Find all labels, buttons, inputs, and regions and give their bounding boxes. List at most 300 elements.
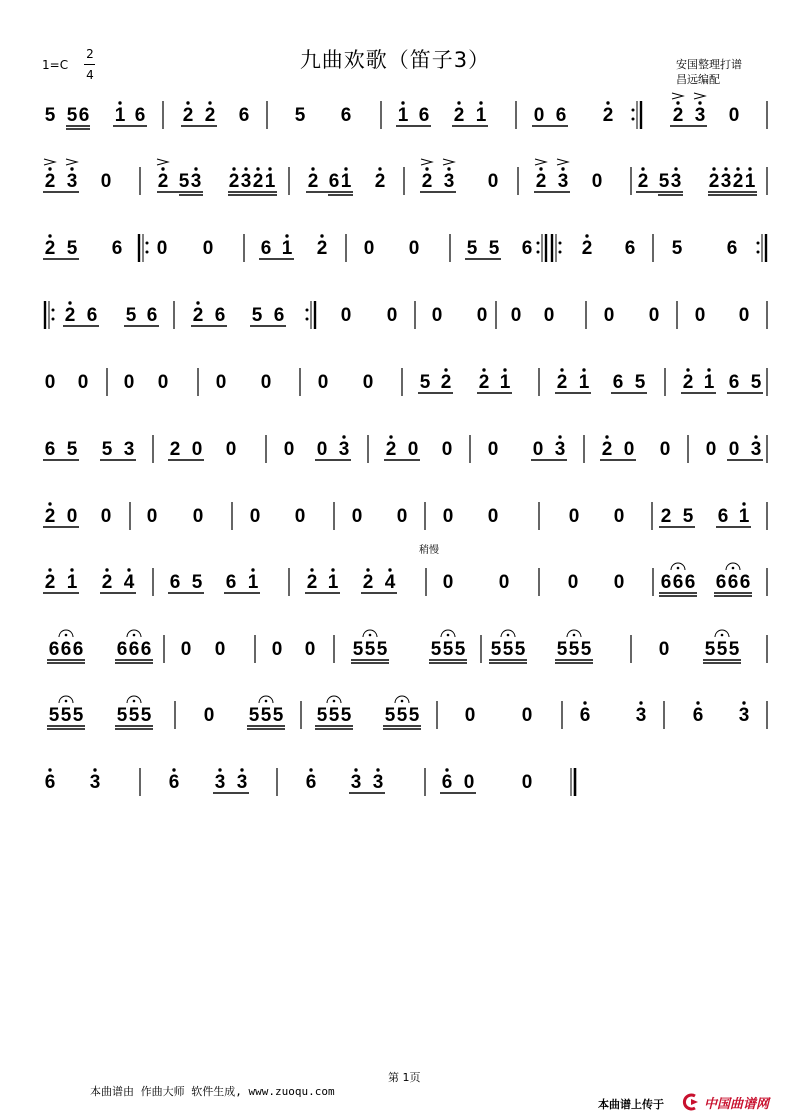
accent-mark [66, 159, 77, 165]
octave-dot [736, 167, 739, 170]
note: 6 [441, 772, 453, 793]
note: 2 [44, 171, 56, 192]
octave-dot [172, 768, 175, 771]
note: 5 [340, 705, 352, 726]
note: 2 [478, 372, 490, 393]
note: 1 [578, 372, 590, 393]
note: 6 [521, 238, 533, 259]
note: 3 [720, 171, 732, 192]
octave-dot [105, 568, 108, 571]
octave-dot [354, 768, 357, 771]
note: 5 [260, 705, 272, 726]
note: 0 [476, 305, 488, 326]
note: 3 [89, 772, 101, 793]
note: 5 [716, 639, 728, 660]
note: 5 [502, 639, 514, 660]
accent-mark [44, 159, 55, 165]
note: 0 [363, 238, 375, 259]
octave-dot [127, 568, 130, 571]
key-signature: 1=C [42, 58, 69, 72]
octave-dot [93, 768, 96, 771]
octave-dot [457, 101, 460, 104]
octave-dot [366, 568, 369, 571]
note: 0 [568, 506, 580, 527]
note: 2 [421, 171, 433, 192]
note: 0 [705, 439, 717, 460]
note: 0 [532, 439, 544, 460]
note: 2 [44, 572, 56, 593]
note: 5 [328, 705, 340, 726]
octave-dot [48, 568, 51, 571]
octave-dot [208, 101, 211, 104]
octave-dot [639, 701, 642, 704]
note: 0 [100, 171, 112, 192]
octave-dot [479, 101, 482, 104]
note: 2 [556, 372, 568, 393]
note: 2 [44, 238, 56, 259]
note: 5 [248, 705, 260, 726]
octave-dot [240, 768, 243, 771]
octave-dot [311, 167, 314, 170]
note: 2 [440, 372, 452, 393]
octave-dot [389, 435, 392, 438]
note: 5 [488, 238, 500, 259]
octave-dot [48, 768, 51, 771]
note: 0 [728, 439, 740, 460]
note: 1 [327, 572, 339, 593]
octave-dot [742, 701, 745, 704]
octave-dot [48, 234, 51, 237]
note: 5 [454, 639, 466, 660]
note: 2 [306, 572, 318, 593]
note: 2 [204, 105, 216, 126]
note: 2 [385, 439, 397, 460]
note: 0 [362, 372, 374, 393]
note: 3 [443, 171, 455, 192]
note: 4 [123, 572, 135, 593]
note: 6 [684, 572, 696, 593]
note: 6 [340, 105, 352, 126]
note: 1 [247, 572, 259, 593]
note: 0 [202, 238, 214, 259]
note: 1 [281, 238, 293, 259]
note: 5 [125, 305, 137, 326]
octave-dot [48, 167, 51, 170]
note: 5 [294, 105, 306, 126]
octave-dot [256, 167, 259, 170]
octave-dot [251, 568, 254, 571]
note: 5 [60, 705, 72, 726]
note: 3 [694, 105, 706, 126]
note: 0 [659, 439, 671, 460]
note: 2 [601, 439, 613, 460]
note: 0 [603, 305, 615, 326]
note: 2 [101, 572, 113, 593]
note: 5 [396, 705, 408, 726]
note: 1 [475, 105, 487, 126]
note: 0 [156, 238, 168, 259]
note: 0 [487, 439, 499, 460]
octave-dot [447, 167, 450, 170]
octave-dot [748, 167, 751, 170]
note: 6 [328, 171, 340, 192]
note: 5 [490, 639, 502, 660]
note: 6 [717, 506, 729, 527]
accent-mark [672, 93, 683, 99]
note: 2 [682, 372, 694, 393]
octave-dot [676, 101, 679, 104]
note: 5 [556, 639, 568, 660]
note: 2 [637, 171, 649, 192]
note: 5 [101, 439, 113, 460]
note: 0 [44, 372, 56, 393]
note: 0 [431, 305, 443, 326]
note: 5 [514, 639, 526, 660]
octave-dot [606, 101, 609, 104]
note: 2 [374, 171, 386, 192]
octave-dot [585, 234, 588, 237]
octave-dot [425, 167, 428, 170]
octave-dot [68, 301, 71, 304]
accent-mark [535, 159, 546, 165]
note: 6 [727, 572, 739, 593]
note: 6 [728, 372, 740, 393]
note: 0 [463, 772, 475, 793]
note: 5 [384, 705, 396, 726]
note: 2 [252, 171, 264, 192]
note: 2 [602, 105, 614, 126]
meter-denominator: 4 [86, 68, 94, 82]
note: 5 [352, 639, 364, 660]
note: 2 [316, 238, 328, 259]
note: 3 [554, 439, 566, 460]
note: 6 [72, 639, 84, 660]
note: 2 [307, 171, 319, 192]
note: 5 [364, 639, 376, 660]
note: 1 [340, 171, 352, 192]
note: 3 [214, 772, 226, 793]
note: 0 [567, 572, 579, 593]
note: 0 [123, 372, 135, 393]
note: 5 [419, 372, 431, 393]
note: 6 [418, 105, 430, 126]
octave-dot [48, 502, 51, 505]
note: 3 [350, 772, 362, 793]
octave-dot [696, 701, 699, 704]
octave-dot [539, 167, 542, 170]
octave-dot [561, 167, 564, 170]
note: 1 [66, 572, 78, 593]
note: 6 [612, 372, 624, 393]
note: 6 [44, 772, 56, 793]
note: 1 [744, 171, 756, 192]
note: 5 [48, 705, 60, 726]
octave-dot [194, 167, 197, 170]
octave-dot [309, 768, 312, 771]
note: 1 [114, 105, 126, 126]
note: 3 [66, 171, 78, 192]
note: 5 [72, 705, 84, 726]
note: 0 [260, 372, 272, 393]
note: 5 [376, 639, 388, 660]
note: 1 [738, 506, 750, 527]
note: 0 [66, 506, 78, 527]
note: 0 [543, 305, 555, 326]
note: 0 [648, 305, 660, 326]
note: 0 [464, 705, 476, 726]
note: 5 [316, 705, 328, 726]
note: 6 [78, 105, 90, 126]
octave-dot [331, 568, 334, 571]
meter-numerator: 2 [86, 47, 94, 61]
note: 1 [499, 372, 511, 393]
note: 2 [362, 572, 374, 593]
note: 6 [60, 639, 72, 660]
note: 0 [396, 506, 408, 527]
note: 3 [670, 171, 682, 192]
note: 0 [623, 439, 635, 460]
octave-dot [583, 701, 586, 704]
accent-mark [443, 159, 454, 165]
note: 0 [316, 439, 328, 460]
note: 3 [635, 705, 647, 726]
note: 1 [264, 171, 276, 192]
note: 6 [225, 572, 237, 593]
octave-dot [218, 768, 221, 771]
note: 0 [317, 372, 329, 393]
octave-dot [712, 167, 715, 170]
note: 2 [64, 305, 76, 326]
note: 0 [215, 372, 227, 393]
note: 6 [140, 639, 152, 660]
octave-dot [118, 101, 121, 104]
note: 5 [66, 105, 78, 126]
octave-dot [232, 167, 235, 170]
octave-dot [605, 435, 608, 438]
note: 5 [728, 639, 740, 660]
octave-dot [754, 435, 757, 438]
note: 5 [191, 572, 203, 593]
octave-dot [161, 167, 164, 170]
note: 1 [397, 105, 409, 126]
octave-dot [445, 768, 448, 771]
note: 0 [180, 639, 192, 660]
note: 2 [453, 105, 465, 126]
octave-dot [724, 167, 727, 170]
note: 5 [580, 639, 592, 660]
note: 5 [682, 506, 694, 527]
note: 0 [694, 305, 706, 326]
note: 5 [704, 639, 716, 660]
octave-dot [444, 368, 447, 371]
note: 3 [240, 171, 252, 192]
note: 6 [305, 772, 317, 793]
octave-dot [560, 368, 563, 371]
octave-dot [344, 167, 347, 170]
note: 6 [238, 105, 250, 126]
note: 3 [372, 772, 384, 793]
note: 2 [732, 171, 744, 192]
note: 6 [44, 439, 56, 460]
octave-dot [401, 101, 404, 104]
note: 2 [672, 105, 684, 126]
octave-dot [196, 301, 199, 304]
note: 0 [738, 305, 750, 326]
note: 2 [44, 506, 56, 527]
note: 0 [442, 572, 454, 593]
note: 0 [498, 572, 510, 593]
note: 6 [715, 572, 727, 593]
site-logo-icon [681, 1093, 701, 1111]
note: 0 [304, 639, 316, 660]
note: 4 [384, 572, 396, 593]
note: 6 [624, 238, 636, 259]
note: 5 [66, 238, 78, 259]
note: 5 [140, 705, 152, 726]
note: 0 [77, 372, 89, 393]
note: 0 [294, 506, 306, 527]
note: 0 [521, 705, 533, 726]
page-title: 九曲欢歌（笛子3） [299, 48, 491, 72]
note: 6 [116, 639, 128, 660]
octave-dot [285, 234, 288, 237]
accent-mark [421, 159, 432, 165]
note: 0 [487, 171, 499, 192]
note: 3 [190, 171, 202, 192]
note: 5 [430, 639, 442, 660]
note: 0 [214, 639, 226, 660]
note: 2 [169, 439, 181, 460]
octave-dot [244, 167, 247, 170]
accent-mark [557, 159, 568, 165]
note: 5 [466, 238, 478, 259]
note: 6 [672, 572, 684, 593]
note: 5 [568, 639, 580, 660]
note: 2 [660, 506, 672, 527]
note: 0 [613, 506, 625, 527]
accent-mark [157, 159, 168, 165]
credit-arranger: 昌远编配 [676, 73, 720, 86]
note: 0 [728, 105, 740, 126]
note: 0 [340, 305, 352, 326]
note: 5 [442, 639, 454, 660]
tempo-mark: 稍慢 [419, 545, 439, 556]
upload-label: 本曲谱上传于 [598, 1098, 664, 1111]
note: 0 [510, 305, 522, 326]
octave-dot [742, 502, 745, 505]
note: 0 [157, 372, 169, 393]
note: 3 [236, 772, 248, 793]
octave-dot [320, 234, 323, 237]
octave-dot [558, 435, 561, 438]
note: 0 [442, 506, 454, 527]
note: 0 [249, 506, 261, 527]
generator-credit: 本曲谱由 作曲大师 软件生成, www.zuoqu.com [90, 1085, 335, 1098]
note: 0 [533, 105, 545, 126]
octave-dot [378, 167, 381, 170]
note: 0 [283, 439, 295, 460]
note: 0 [203, 705, 215, 726]
note: 0 [407, 439, 419, 460]
note: 6 [660, 572, 672, 593]
octave-dot [268, 167, 271, 170]
note: 0 [146, 506, 158, 527]
note: 0 [271, 639, 283, 660]
note: 5 [178, 171, 190, 192]
note: 3 [557, 171, 569, 192]
note: 2 [535, 171, 547, 192]
note: 0 [192, 506, 204, 527]
note: 2 [708, 171, 720, 192]
note: 6 [111, 238, 123, 259]
note: 5 [116, 705, 128, 726]
note: 2 [581, 238, 593, 259]
octave-dot [70, 568, 73, 571]
octave-dot [376, 768, 379, 771]
note: 5 [671, 238, 683, 259]
octave-dot [186, 101, 189, 104]
note: 1 [703, 372, 715, 393]
note: 3 [750, 439, 762, 460]
octave-dot [698, 101, 701, 104]
note: 0 [386, 305, 398, 326]
note: 0 [408, 238, 420, 259]
note: 6 [128, 639, 140, 660]
octave-dot [482, 368, 485, 371]
note: 0 [521, 772, 533, 793]
note: 2 [182, 105, 194, 126]
note: 6 [579, 705, 591, 726]
note: 6 [214, 305, 226, 326]
octave-dot [707, 368, 710, 371]
note: 5 [272, 705, 284, 726]
note: 2 [157, 171, 169, 192]
octave-dot [674, 167, 677, 170]
note: 3 [123, 439, 135, 460]
octave-dot [641, 167, 644, 170]
note: 6 [134, 105, 146, 126]
octave-dot [70, 167, 73, 170]
note: 0 [487, 506, 499, 527]
note: 5 [251, 305, 263, 326]
note: 6 [260, 238, 272, 259]
note: 0 [351, 506, 363, 527]
note: 0 [100, 506, 112, 527]
note: 0 [591, 171, 603, 192]
note: 5 [750, 372, 762, 393]
note: 6 [739, 572, 751, 593]
accent-mark [694, 93, 705, 99]
note: 5 [66, 439, 78, 460]
note: 5 [634, 372, 646, 393]
note: 3 [738, 705, 750, 726]
octave-dot [582, 368, 585, 371]
note: 0 [613, 572, 625, 593]
note: 6 [555, 105, 567, 126]
note: 2 [192, 305, 204, 326]
note: 3 [338, 439, 350, 460]
note: 6 [273, 305, 285, 326]
octave-dot [503, 368, 506, 371]
note: 2 [228, 171, 240, 192]
note: 6 [146, 305, 158, 326]
note: 6 [169, 572, 181, 593]
note: 6 [48, 639, 60, 660]
credit-transcriber: 安国整理打谱 [676, 58, 742, 71]
octave-dot [342, 435, 345, 438]
note: 5 [128, 705, 140, 726]
octave-dot [310, 568, 313, 571]
